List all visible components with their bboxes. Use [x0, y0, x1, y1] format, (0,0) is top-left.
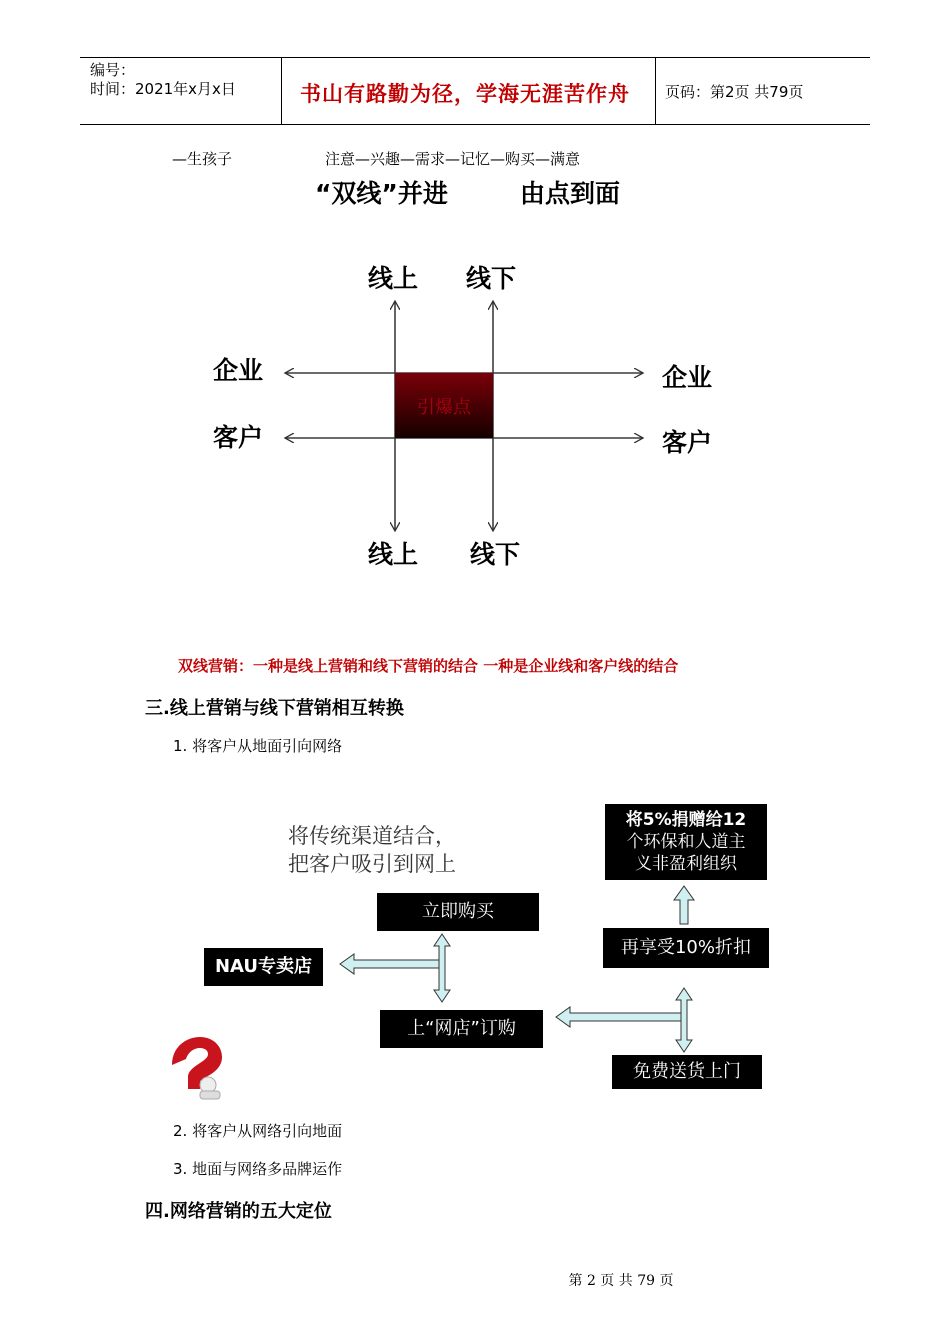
- diagram1-bottom-left: 线上: [368, 540, 419, 569]
- title-right: 由点到面: [520, 179, 621, 208]
- section3-item2: 2. 将客户从网络引向地面: [173, 1122, 343, 1140]
- buy-now-box: 立即购买: [377, 893, 539, 931]
- donate-line3: 义非盈利组织: [635, 854, 737, 874]
- to-nau-store-arrow: [340, 954, 439, 974]
- page-footer: 第 2 页 共 79 页: [568, 1273, 674, 1289]
- title-left: “双线”并进: [315, 179, 448, 208]
- section3-item3: 3. 地面与网络多品牌运作: [173, 1160, 343, 1178]
- online-order-box: 上“网店”订购: [380, 1010, 543, 1048]
- header-bottom-border: [80, 124, 870, 125]
- header-time-label: 时间：2021年x月x日: [90, 80, 236, 98]
- header-divider-2: [655, 57, 656, 125]
- free-delivery-box: 免费送货上门: [612, 1055, 762, 1089]
- section3-heading: 三.线上营销与线下营销相互转换: [145, 698, 404, 719]
- diagram1-top-left: 线上: [368, 264, 419, 293]
- question-mark-figure-icon: [170, 1035, 225, 1100]
- diagram1-top-right: 线下: [466, 264, 517, 293]
- header-divider-1: [281, 57, 282, 125]
- to-online-order-arrow: [556, 1007, 681, 1027]
- donate-line2: 个环保和人道主: [626, 832, 746, 852]
- nau-store-box: NAU专卖店: [204, 948, 323, 986]
- diagram1-left-bottom: 客户: [213, 423, 264, 452]
- discount-to-donate-arrow: [674, 886, 694, 924]
- diagram2-caption-line2: 把客户吸引到网上: [288, 852, 456, 876]
- header-page-info: 页码：第2页 共79页: [665, 83, 804, 101]
- section4-heading: 四.网络营销的五大定位: [145, 1201, 332, 1222]
- section3-item1: 1. 将客户从地面引向网络: [173, 737, 343, 755]
- donate-box: [605, 804, 767, 880]
- header-top-border: [80, 57, 870, 58]
- donate-line1: 将5%捐赠给12: [625, 810, 747, 830]
- top-line-left: —生孩子: [172, 150, 233, 168]
- diagram1-right-top: 企业: [662, 363, 713, 392]
- diagram1-bottom-right: 线下: [470, 540, 521, 569]
- header-motto: 书山有路勤为径，学海无涯苦作舟: [300, 82, 630, 106]
- discount-box: 再享受10%折扣: [603, 928, 769, 968]
- diagram1-right-bottom: 客户: [662, 428, 713, 457]
- top-line-right: 注意—兴趣—需求—记忆—购买—满意: [325, 150, 581, 168]
- diagram1-left-top: 企业: [213, 356, 264, 385]
- dual-line-marketing-note: 双线营销：一种是线上营销和线下营销的结合 一种是企业线和客户线的结合: [178, 657, 679, 675]
- header-number-label: 编号：: [90, 61, 136, 79]
- ignition-point-label: 引爆点: [417, 397, 471, 418]
- diagram2-caption-line1: 将传统渠道结合，: [288, 824, 456, 848]
